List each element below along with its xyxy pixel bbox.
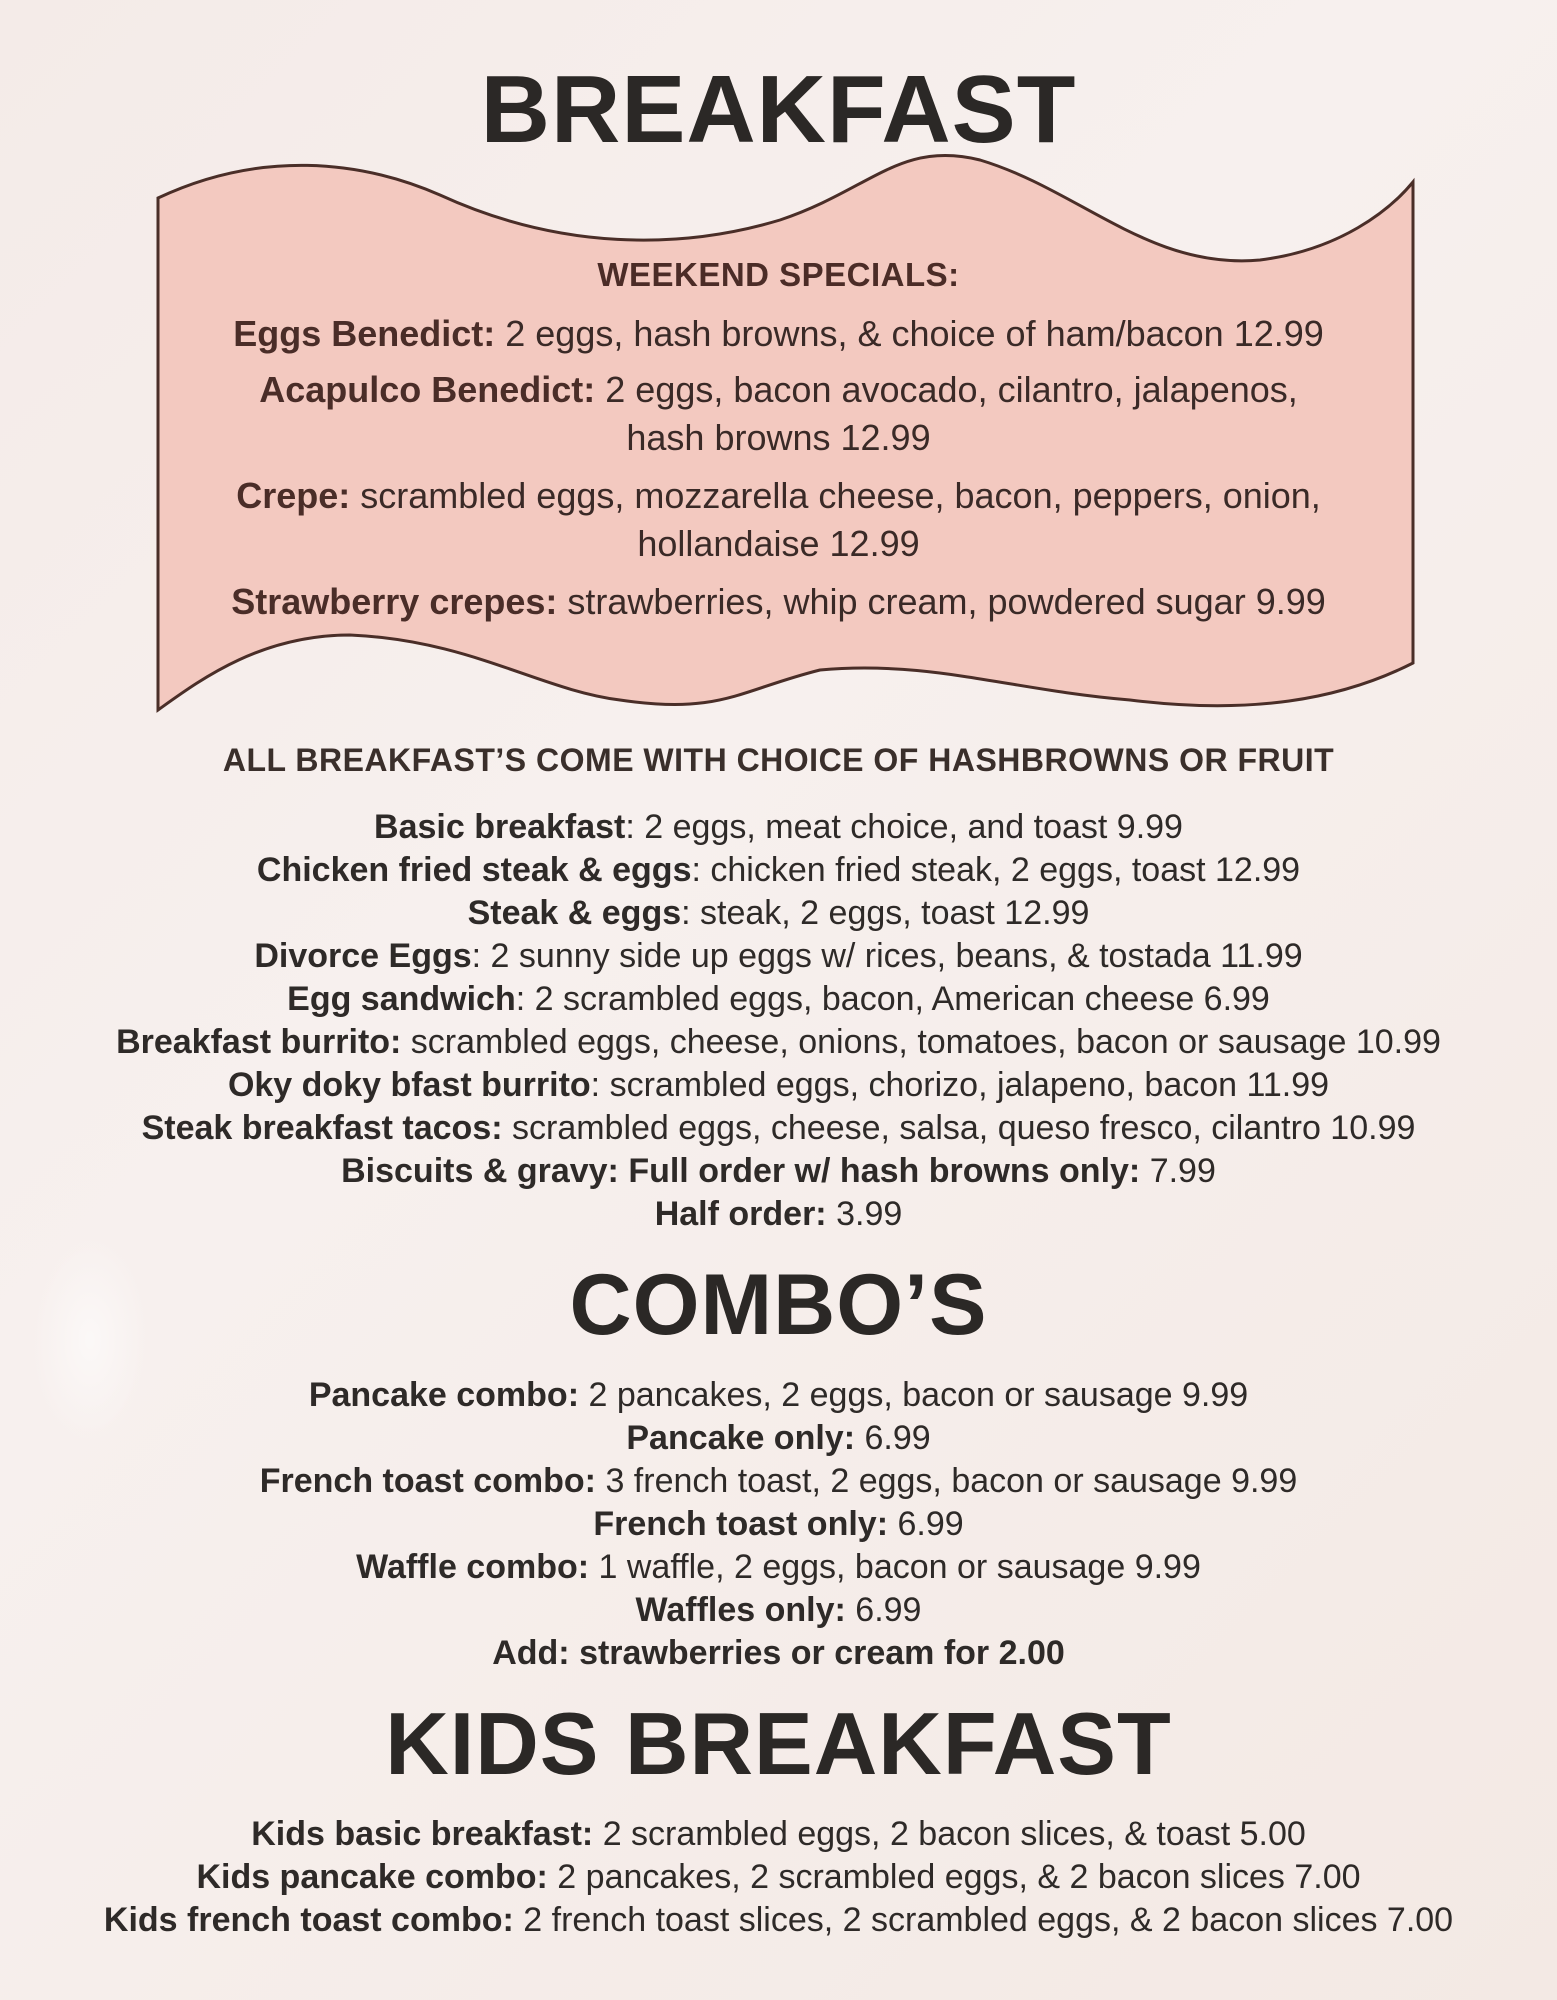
combo-item-desc: 6.99	[888, 1505, 964, 1543]
combo-item-name: French toast combo:	[259, 1462, 596, 1500]
special-item-name: Acapulco Benedict:	[259, 369, 596, 410]
menu-item	[0, 978, 1557, 1021]
combo-item-desc: 3 french toast, 2 eggs, bacon or sausage 9.99	[596, 1462, 1298, 1500]
menu-item-desc: scrambled eggs, cheese, salsa, queso fresco, cilantro 10.99	[502, 1109, 1416, 1147]
menu-item	[0, 892, 1557, 935]
menu-item	[0, 1021, 1557, 1064]
menu-item-desc: : 2 eggs, meat choice, and toast 9.99	[625, 808, 1183, 846]
kids-item-desc: 2 pancakes, 2 scrambled eggs, & 2 bacon slices 7.00	[547, 1858, 1361, 1896]
menu-item-desc: : steak, 2 eggs, toast 12.99	[681, 894, 1090, 932]
menu-item-name: Chicken fried steak & eggs	[256, 851, 692, 889]
special-item-desc: 2 eggs, hash browns, & choice of ham/bacon 12.99	[495, 313, 1324, 354]
menu-item-name: Steak breakfast tacos:	[141, 1109, 503, 1147]
menu-item-name: Steak & eggs	[467, 894, 682, 932]
special-item-desc: strawberries, whip cream, powdered sugar 9.99	[557, 581, 1326, 622]
combo-item-name: Pancake only:	[626, 1419, 856, 1457]
combo-addon	[0, 1632, 1557, 1675]
menu-item-name: Half order:	[654, 1195, 827, 1233]
kids-item	[0, 1856, 1557, 1899]
combo-item	[0, 1374, 1557, 1417]
menu-item	[0, 935, 1557, 978]
combo-item-desc: 2 pancakes, 2 eggs, bacon or sausage 9.99	[579, 1376, 1249, 1414]
special-item	[0, 310, 1557, 358]
menu-item-desc: : chicken fried steak, 2 eggs, toast 12.99	[691, 851, 1301, 889]
combo-item-name: Waffles only:	[635, 1591, 846, 1629]
kids-title: KIDS BREAKFAST	[385, 1694, 1172, 1793]
special-item-continued: hash browns 12.99	[626, 417, 931, 458]
combo-item-desc: 1 waffle, 2 eggs, bacon or sausage 9.99	[589, 1548, 1201, 1586]
menu-item	[0, 806, 1557, 849]
combo-item	[0, 1589, 1557, 1632]
combo-item-name: Waffle combo:	[356, 1548, 590, 1586]
kids-item	[0, 1813, 1557, 1856]
combo-item	[0, 1503, 1557, 1546]
kids-item-name: Kids french toast combo:	[103, 1901, 514, 1939]
special-item-desc: scrambled eggs, mozzarella cheese, bacon, peppers, onion,	[350, 475, 1321, 516]
combos-title: COMBO’S	[569, 1257, 988, 1353]
kids-item	[0, 1899, 1557, 1942]
special-item-name: Crepe:	[236, 475, 351, 516]
kids-item-name: Kids basic breakfast:	[251, 1815, 594, 1853]
menu-item-name: Biscuits & gravy: Full order w/ hash browns only:	[341, 1152, 1141, 1190]
special-item-name: Eggs Benedict:	[233, 313, 496, 354]
kids-item-desc: 2 scrambled eggs, 2 bacon slices, & toast 5.00	[593, 1815, 1306, 1853]
menu-item-name: Divorce Eggs	[254, 937, 472, 975]
combo-item	[0, 1417, 1557, 1460]
weekend-specials-heading: WEEKEND SPECIALS:	[597, 256, 960, 293]
menu-item	[0, 849, 1557, 892]
menu-item-name: Breakfast burrito:	[116, 1023, 402, 1061]
menu-item-name: Basic breakfast	[374, 808, 626, 846]
special-item	[0, 472, 1557, 520]
combo-item	[0, 1460, 1557, 1503]
kids-item-desc: 2 french toast slices, 2 scrambled eggs, & 2 bacon slices 7.00	[513, 1901, 1454, 1939]
sides-notice: ALL BREAKFAST’S COME WITH CHOICE OF HASHBROWNS OR FRUIT	[222, 742, 1335, 778]
special-item-desc: 2 eggs, bacon avocado, cilantro, jalapenos,	[595, 369, 1298, 410]
menu-item-desc: : 2 sunny side up eggs w/ rices, beans, & tostada 11.99	[471, 937, 1303, 975]
special-item-name: Strawberry crepes:	[231, 581, 558, 622]
menu-item	[0, 1193, 1557, 1236]
combo-item-name: French toast only:	[593, 1505, 889, 1543]
special-item-continued: hollandaise 12.99	[637, 523, 920, 564]
combo-addon-text: Add: strawberries or cream for 2.00	[492, 1634, 1065, 1672]
menu-item	[0, 1150, 1557, 1193]
combo-item-name: Pancake combo:	[308, 1376, 580, 1414]
page-title: BREAKFAST	[480, 56, 1077, 163]
combo-item-desc: 6.99	[845, 1591, 922, 1629]
combo-item	[0, 1546, 1557, 1589]
menu-item-name: Oky doky bfast burrito	[227, 1066, 591, 1104]
menu-item	[0, 1064, 1557, 1107]
menu-item	[0, 1107, 1557, 1150]
special-item	[0, 578, 1557, 626]
special-item	[0, 366, 1557, 414]
kids-item-name: Kids pancake combo:	[196, 1858, 548, 1896]
menu-item-desc: : 2 scrambled eggs, bacon, American cheese 6.99	[515, 980, 1270, 1018]
menu-item-desc: scrambled eggs, cheese, onions, tomatoes, bacon or sausage 10.99	[401, 1023, 1441, 1061]
combo-item-desc: 6.99	[855, 1419, 931, 1457]
menu-item-desc: 3.99	[826, 1195, 903, 1233]
menu-item-desc: 7.99	[1140, 1152, 1216, 1190]
menu-item-desc: : scrambled eggs, chorizo, jalapeno, bacon 11.99	[590, 1066, 1330, 1104]
menu-item-name: Egg sandwich	[287, 980, 516, 1018]
